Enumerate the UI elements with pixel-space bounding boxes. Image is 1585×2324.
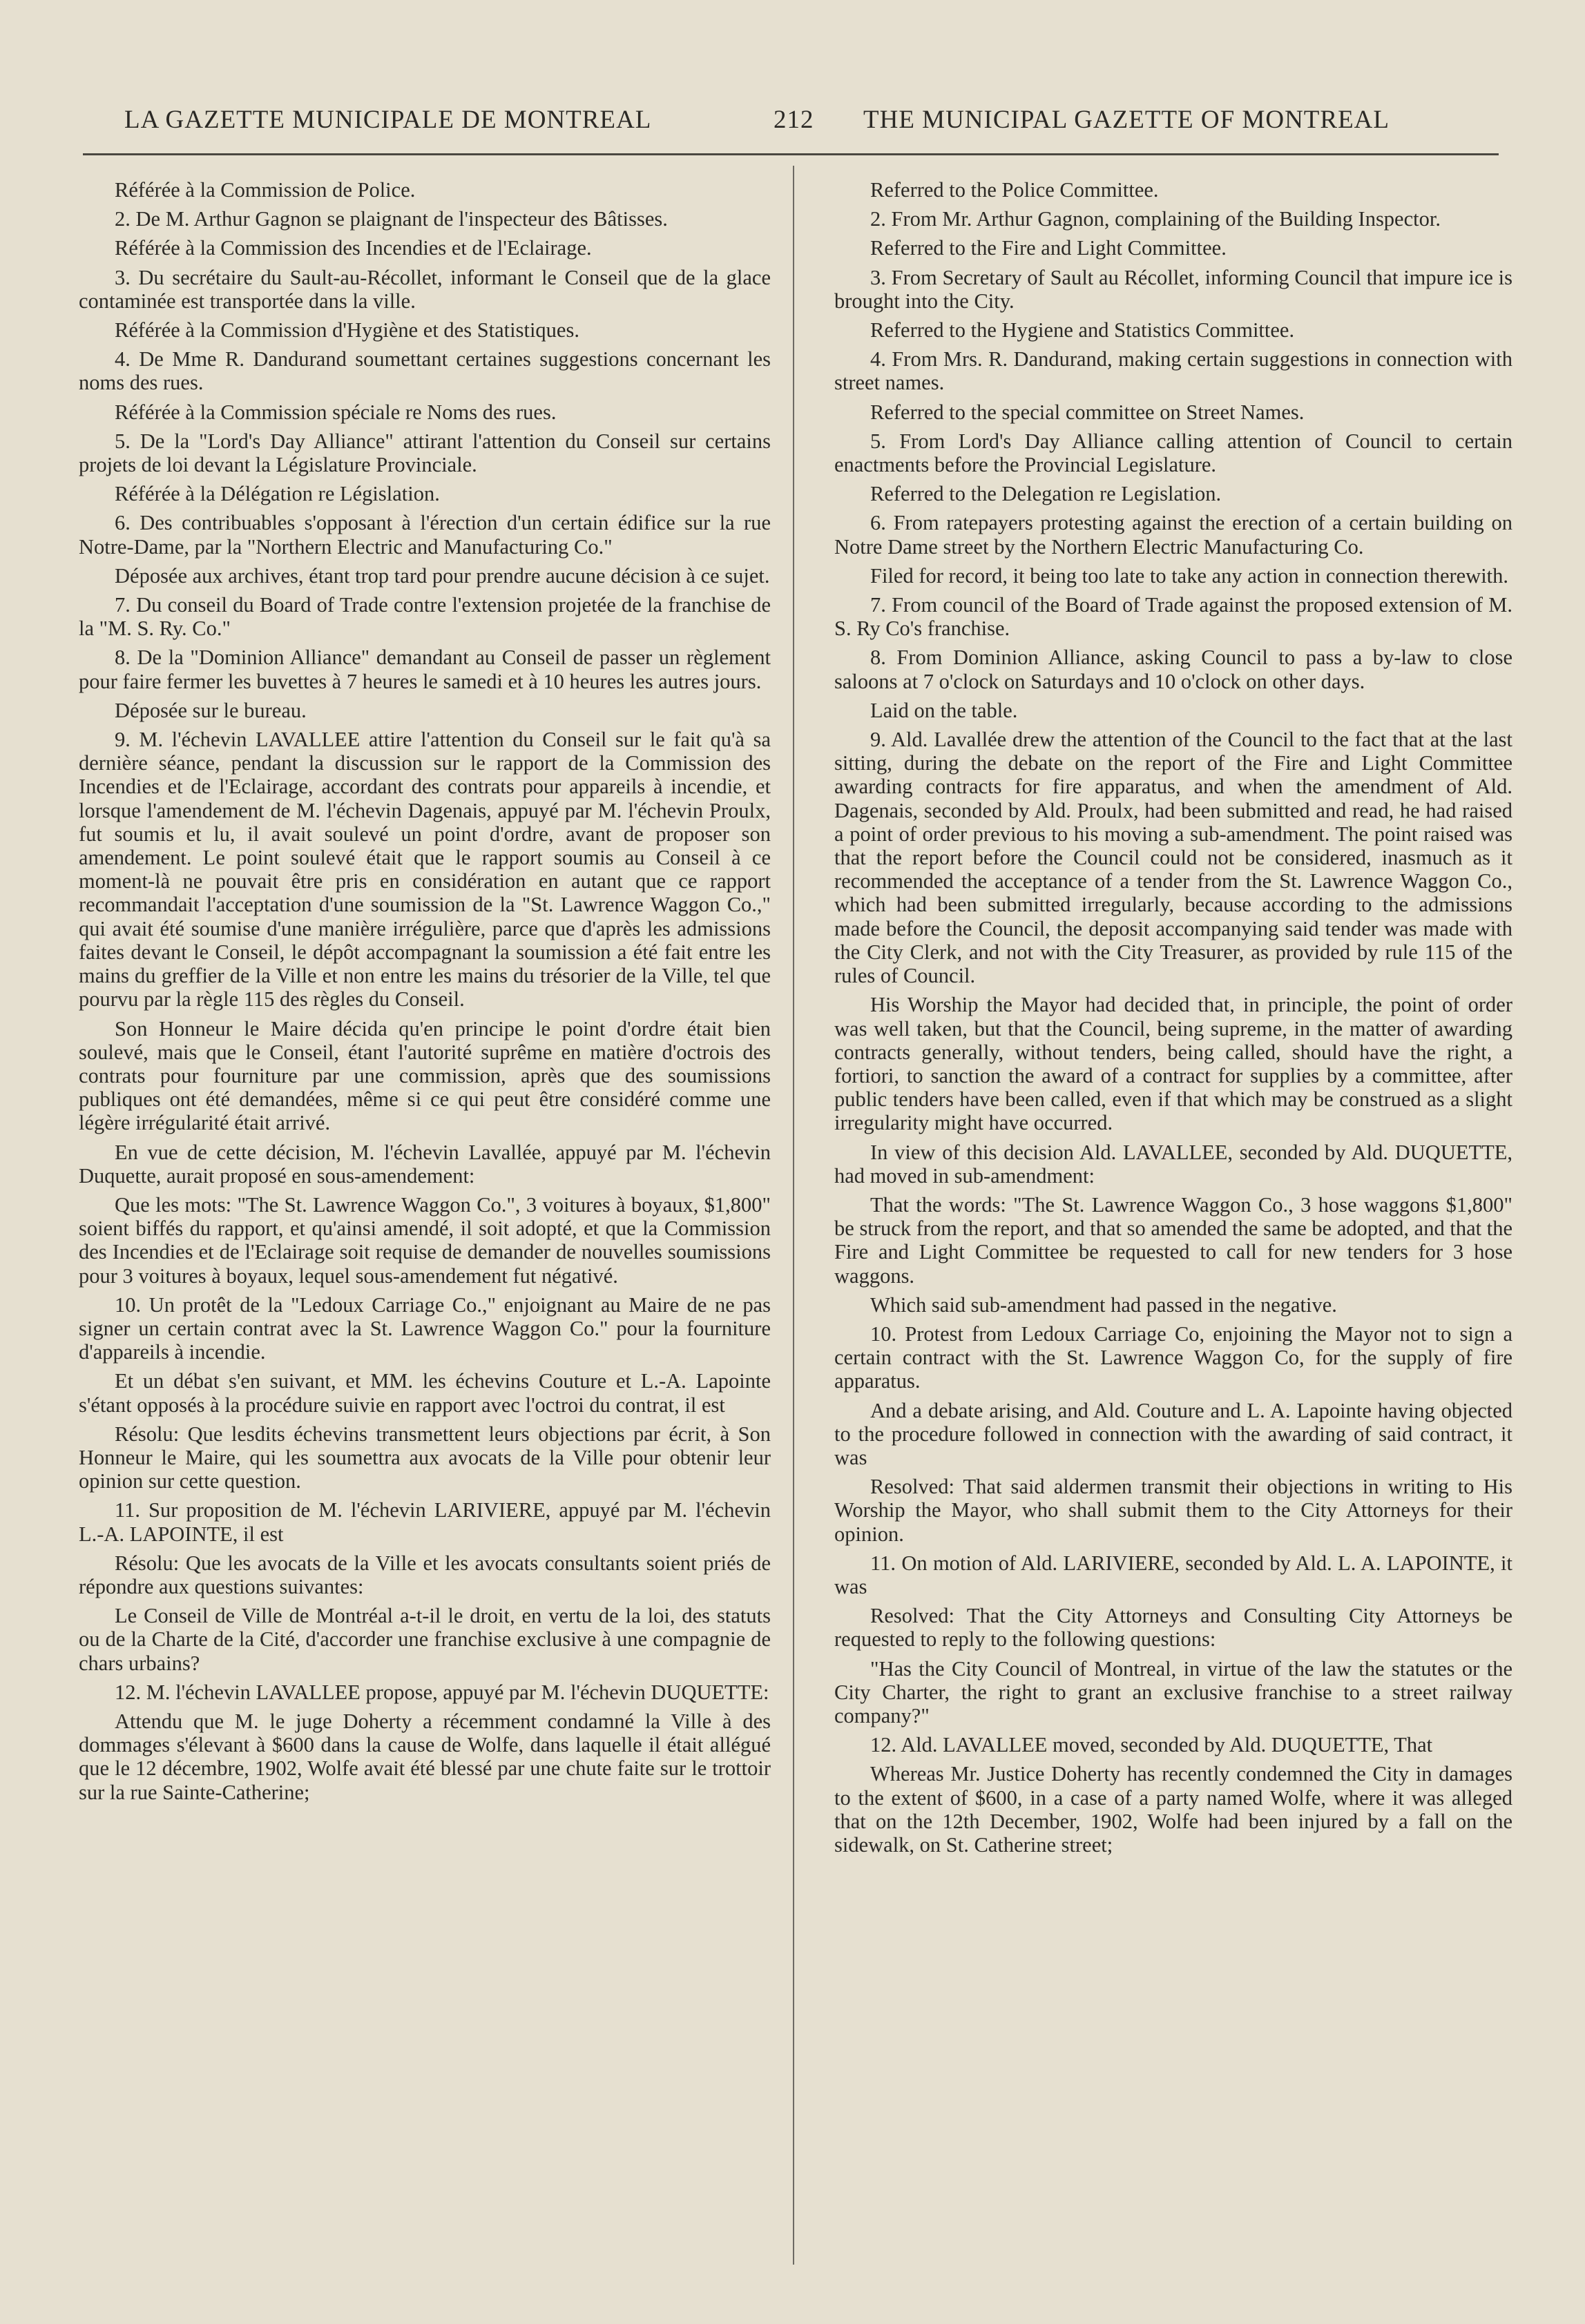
french-paragraph: 10. Un protêt de la "Ledoux Carriage Co.," enjoignant au Maire de ne pas signer un certain contrat avec la St. Lawrence Waggon Co." pour la fourniture d'appareils à incendie. xyxy=(79,1292,771,1364)
english-paragraph: Referred to the Fire and Light Committee. xyxy=(870,236,1227,260)
english-paragraph: Whereas Mr. Justice Doherty has recently condemned the City in damages to the extent of $600, in a case of a party named Wolfe, where it was alleged that on the 12th December, 1902, Wolfe had been injured by a fall on the sidewalk, on St. Catherine street; xyxy=(834,1762,1512,1857)
french-paragraph: 8. De la "Dominion Alliance" demandant au Conseil de passer un règlement pour faire fermer les buvettes à 7 heures le samedi et à 10 heures les autres jours. xyxy=(79,646,771,693)
french-paragraph: 11. Sur proposition de M. l'échevin LARIVIERE, appuyé par M. l'échevin L.-A. LAPOINTE, il est xyxy=(79,1498,771,1546)
french-paragraph: Attendu que M. le juge Doherty a récemment condamné la Ville à des dommages s'élevant à $600 dans la cause de Wolfe, dans laquelle il était allégué que le 12 décembre, 1902, Wolfe avait été blessé par une chute faite sur le trottoir sur la rue Sainte-Catherine; xyxy=(79,1709,771,1804)
french-paragraph: Référée à la Commission de Police. xyxy=(115,178,416,202)
french-paragraph: 7. Du conseil du Board of Trade contre l'extension projetée de la franchise de la "M. S. Ry. Co." xyxy=(79,593,771,641)
header-title-english: THE MUNICIPAL GAZETTE OF MONTREAL xyxy=(863,106,1390,134)
english-paragraph: 8. From Dominion Alliance, asking Council to pass a by-law to close saloons at 7 o'clock on Saturdays and 10 o'clock on other days. xyxy=(834,646,1512,693)
french-paragraph: 4. De Mme R. Dandurand soumettant certaines suggestions concernant les noms des rues. xyxy=(79,347,771,395)
french-paragraph: Que les mots: "The St. Lawrence Waggon Co.", 3 voitures à boyaux, $1,800" soient biffés du rapport, et qu'ainsi amendé, il soit adopté, et que la Commission des Incendies et de l'Eclairage soit requise de demander de nouvelles soumissions pour 3 voitures à boyaux, lequel sous-amendement fut négativé. xyxy=(79,1192,771,1288)
french-paragraph: Son Honneur le Maire décida qu'en principe le point d'ordre était bien soulevé, mais que le Conseil, étant l'autorité suprême en matière d'octrois des contrats pour fourniture par une commission, après que des soumissions publiques ont été demandées, même si ce qui peut être considéré comme une légère irrégularité était arrivé. xyxy=(79,1016,771,1135)
french-paragraph: Le Conseil de Ville de Montréal a-t-il le droit, en vertu de la loi, des statuts ou de la Charte de la Cité, d'accorder une franchise exclusive à une compagnie de chars urbains? xyxy=(79,1604,771,1675)
french-paragraph: Et un débat s'en suivant, et MM. les échevins Couture et L.-A. Lapointe s'étant opposés à la procédure suivie en rapport avec l'octroi du contrat, il est xyxy=(79,1369,771,1417)
english-paragraph: "Has the City Council of Montreal, in virtue of the law the statutes or the City Charter, the right to grant an exclusive franchise to a street railway company?" xyxy=(834,1656,1512,1727)
header-title-french: LA GAZETTE MUNICIPALE DE MONTREAL xyxy=(124,106,652,134)
english-paragraph: Referred to the Police Committee. xyxy=(870,178,1159,202)
french-paragraph: 5. De la "Lord's Day Alliance" attirant l'attention du Conseil sur certains projets de loi devant la Législature Provinciale. xyxy=(79,429,771,477)
french-paragraph: Référée à la Commission des Incendies et de l'Eclairage. xyxy=(115,236,592,260)
french-paragraph: 12. M. l'échevin LAVALLEE propose, appuyé par M. l'échevin DUQUETTE: xyxy=(115,1680,769,1704)
page-number: 212 xyxy=(774,106,814,134)
page-header xyxy=(124,105,1474,146)
english-paragraph: That the words: "The St. Lawrence Waggon Co., 3 hose waggons $1,800" be struck from the report, and that so amended the same be adopted, and that the Fire and Light Committee be requested to call for new tenders for 3 hose waggons. xyxy=(834,1192,1512,1288)
english-paragraph: 3. From Secretary of Sault au Récollet, informing Council that impure ice is brought into the City. xyxy=(834,265,1512,313)
header-rule xyxy=(83,153,1499,155)
english-paragraph: 5. From Lord's Day Alliance calling attention of Council to certain enactments before the Provincial Legislature. xyxy=(834,429,1512,477)
french-paragraph: Déposée aux archives, étant trop tard pour prendre aucune décision à ce sujet. xyxy=(115,563,770,588)
english-column xyxy=(834,178,1512,1862)
english-paragraph: 7. From council of the Board of Trade against the proposed extension of M. S. Ry Co's franchise. xyxy=(834,593,1512,641)
english-paragraph: 6. From ratepayers protesting against the erection of a certain building on Notre Dame street by the Northern Electric Manufacturing Co. xyxy=(834,511,1512,559)
english-paragraph: 9. Ald. Lavallée drew the attention of the Council to the fact that at the last sitting, during the debate on the report of the Fire and Light Committee awarding contracts for fire apparatus, and when the amendment of Ald. Dagenais, seconded by Ald. Proulx, had been submitted and read, he had raised a point of order previous to his moving a sub-amendment. The point raised was that the report before the Council could not be considered, inasmuch as it recommended the acceptance of a tender from the St. Lawrence Waggon Co., which had been submitted irregularly, because according to the admissions made before the Council, the deposit accompanying said tender was made with the City Clerk, and not with the City Treasurer, as provided by rule 115 of the rules of Council. xyxy=(834,728,1512,988)
english-paragraph: Referred to the Delegation re Legislation. xyxy=(870,482,1222,506)
french-paragraph: Résolu: Que les avocats de la Ville et les avocats consultants soient priés de répondre aux questions suivantes: xyxy=(79,1551,771,1598)
english-paragraph: 2. From Mr. Arthur Gagnon, complaining of the Building Inspector. xyxy=(870,207,1441,231)
english-paragraph: Which said sub-amendment had passed in the negative. xyxy=(870,1292,1337,1317)
english-paragraph: 4. From Mrs. R. Dandurand, making certain suggestions in connection with street names. xyxy=(834,347,1512,395)
french-paragraph: Référée à la Commission spéciale re Noms des rues. xyxy=(115,400,557,424)
english-paragraph: Referred to the special committee on Street Names. xyxy=(870,400,1305,424)
french-paragraph: Résolu: Que lesdits échevins transmettent leurs objections par écrit, à Son Honneur le Maire, qui les soumettra aux avocats de la Ville pour obtenir leur opinion sur cette question. xyxy=(79,1422,771,1493)
english-paragraph: Filed for record, it being too late to take any action in connection therewith. xyxy=(870,563,1509,588)
french-paragraph: 6. Des contribuables s'opposant à l'érection d'un certain édifice sur la rue Notre-Dame, par la "Northern Electric and Manufacturing Co." xyxy=(79,511,771,559)
english-paragraph: In view of this decision Ald. LAVALLEE, seconded by Ald. DUQUETTE, had moved in sub-amendment: xyxy=(834,1140,1512,1188)
french-paragraph: 2. De M. Arthur Gagnon se plaignant de l'inspecteur des Bâtisses. xyxy=(115,207,668,231)
english-paragraph: 10. Protest from Ledoux Carriage Co, enjoining the Mayor not to sign a certain contract with the St. Lawrence Waggon Co, for the supply of fire apparatus. xyxy=(834,1321,1512,1393)
english-paragraph: Resolved: That said aldermen transmit their objections in writing to His Worship the Mayor, who shall submit them to the City Attorneys for their opinion. xyxy=(834,1475,1512,1546)
english-paragraph: 12. Ald. LAVALLEE moved, seconded by Ald. DUQUETTE, That xyxy=(870,1733,1433,1757)
french-paragraph: 3. Du secrétaire du Sault-au-Récollet, informant le Conseil que de la glace contaminée est transportée dans la ville. xyxy=(79,265,771,313)
english-paragraph: Referred to the Hygiene and Statistics Committee. xyxy=(870,318,1295,342)
french-paragraph: Déposée sur le bureau. xyxy=(115,698,307,722)
french-paragraph: Référée à la Commission d'Hygiène et des Statistiques. xyxy=(115,318,579,342)
french-paragraph: 9. M. l'échevin LAVALLEE attire l'attention du Conseil sur le fait qu'à sa dernière séance, pendant la discussion sur le rapport de la Commission des Incendies et de l'Eclairage, accordant des contrats pour appareils à incendie, et lorsque l'amendement de M. l'échevin Dagenais, appuyé par M. l'échevin Proulx, fut soumis et lu, il avait soulevé un point d'ordre, avant de proposer son amendement. Le point soulevé était que le rapport soumis au Conseil à ce moment-là ne pouvait être pris en considération en autant que ce rapport recommandait l'acceptation d'une soumission de la "St. Lawrence Waggon Co.," qui avait été soumise d'une manière irrégulière, parce que d'après les admissions faites devant le Conseil, le dépôt accompagnant la soumission a été fait entre les mains du greffier de la Ville et non entre les mains du trésorier de la Ville, tel que pourvu par la règle 115 des règles du Conseil. xyxy=(79,728,771,1011)
english-paragraph: And a debate arising, and Ald. Couture and L. A. Lapointe having objected to the procedure followed in connection with the awarding of said contract, it was xyxy=(834,1398,1512,1469)
english-paragraph: His Worship the Mayor had decided that, in principle, the point of order was well taken, but that the Council, being supreme, in the matter of awarding contracts generally, without tenders, being called, should have the right, a fortiori, to sanction the award of a contract for supplies by a committee, after public tenders have been called, even if that which may be construed as a slight irregularity might have occurred. xyxy=(834,993,1512,1135)
french-column xyxy=(79,178,771,1810)
column-divider xyxy=(793,166,794,2265)
english-paragraph: Laid on the table. xyxy=(870,698,1018,722)
french-paragraph: En vue de cette décision, M. l'échevin Lavallée, appuyé par M. l'échevin Duquette, aurait proposé en sous-amendement: xyxy=(79,1140,771,1188)
english-paragraph: 11. On motion of Ald. LARIVIERE, seconded by Ald. L. A. LAPOINTE, it was xyxy=(834,1551,1512,1598)
english-paragraph: Resolved: That the City Attorneys and Consulting City Attorneys be requested to reply to the following questions: xyxy=(834,1604,1512,1652)
french-paragraph: Référée à la Délégation re Législation. xyxy=(115,482,440,506)
